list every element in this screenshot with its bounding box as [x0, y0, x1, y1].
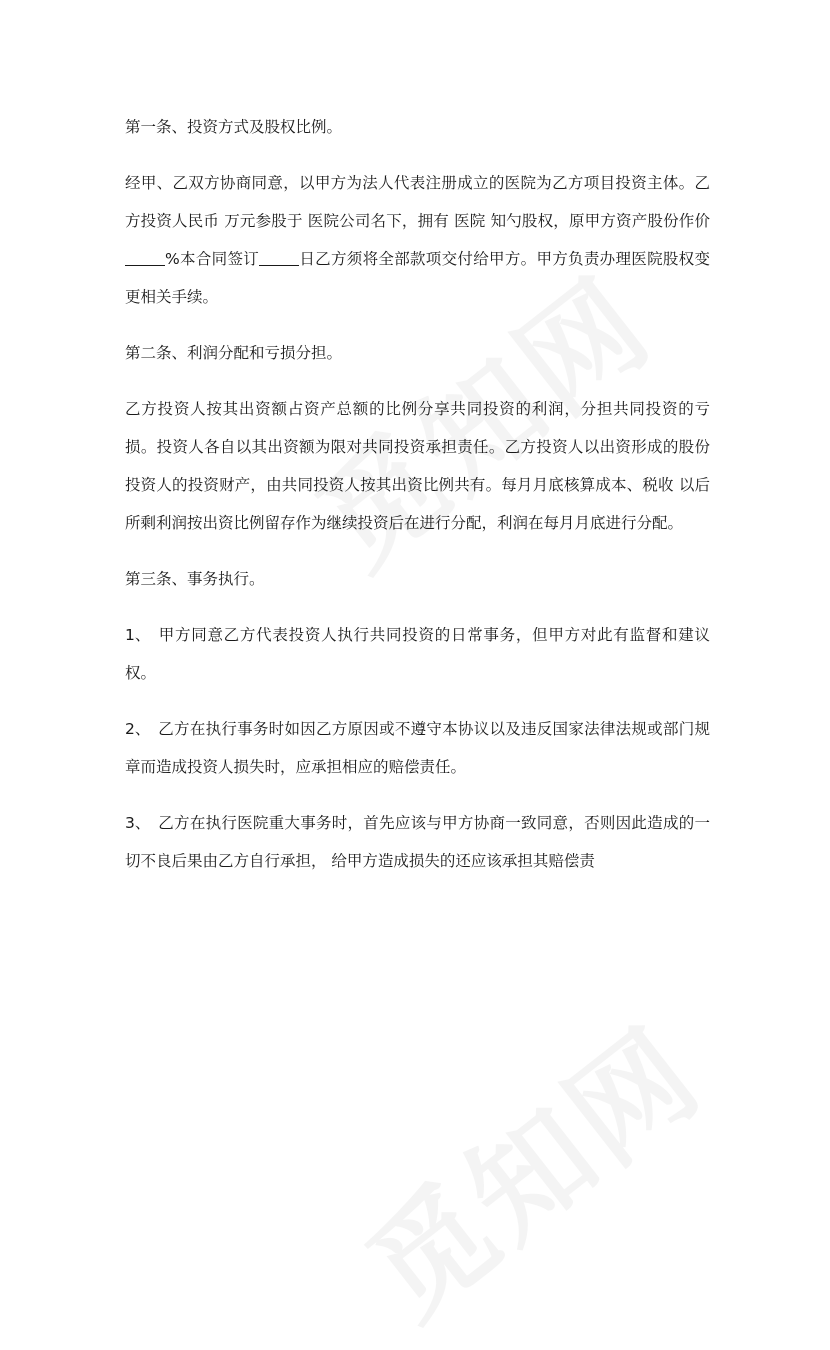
list-item-text: 乙方在执行事务时如因乙方原因或不遵守本协议以及违反国家法律法规或部门规章而造成投资人损失时，应承担相应的赔偿责任。 — [125, 720, 710, 776]
list-item-number: 3、 — [125, 814, 151, 832]
article-2-paragraph: 乙方投资人按其出资额占资产总额的比例分享共同投资的利润，分担共同投资的亏损。投资人各自以其出资额为限对共同投资承担责任。乙方投资人以出资形成的股份投资人的投资财产，由共同投资人按其出资比例共有。每月月底核算成本、税收 以后所剩利润按出资比例留存作为继续投资后在进行分配，利润在每月月底进行分配。 — [125, 400, 710, 532]
article-1-heading: 第一条、投资方式及股权比例。 — [125, 118, 343, 136]
watermark — [327, 982, 731, 1350]
article-1-paragraph — [125, 164, 710, 316]
article-1-text-part-3: 日乙方须将全部款项交付给甲方。甲方负责办理医院股权变更相关手续。 — [125, 250, 710, 306]
list-item — [125, 710, 710, 786]
article-1-text-part-2: %本合同签订 — [165, 250, 260, 268]
article-1-text-part-1: 经甲、乙双方协商同意，以甲方为法人代表注册成立的医院为乙方项目投资主体。乙方投资人民币 万元参股于 医院公司名下，拥有 医院 知勺股权，原甲方资产股份作价 — [125, 174, 710, 230]
list-item-text: 甲方同意乙方代表投资人执行共同投资的日常事务，但甲方对此有监督和建议权。 — [125, 626, 710, 682]
list-item-number: 1、 — [125, 626, 151, 644]
list-item-text: 乙方在执行医院重大事务时，首先应该与甲方协商一致同意，否则因此造成的一切不良后果由乙方自行承担， 给甲方造成损失的还应该承担其赔偿责 — [125, 814, 710, 870]
blank-field-percentage — [125, 247, 165, 266]
article-3-heading: 第三条、事务执行。 — [125, 570, 265, 588]
document-body — [125, 108, 710, 898]
list-item — [125, 616, 710, 692]
article-2-heading: 第二条、利润分配和亏损分担。 — [125, 344, 343, 362]
list-item — [125, 804, 710, 880]
blank-field-date — [259, 247, 299, 266]
list-item-number: 2、 — [125, 720, 151, 738]
